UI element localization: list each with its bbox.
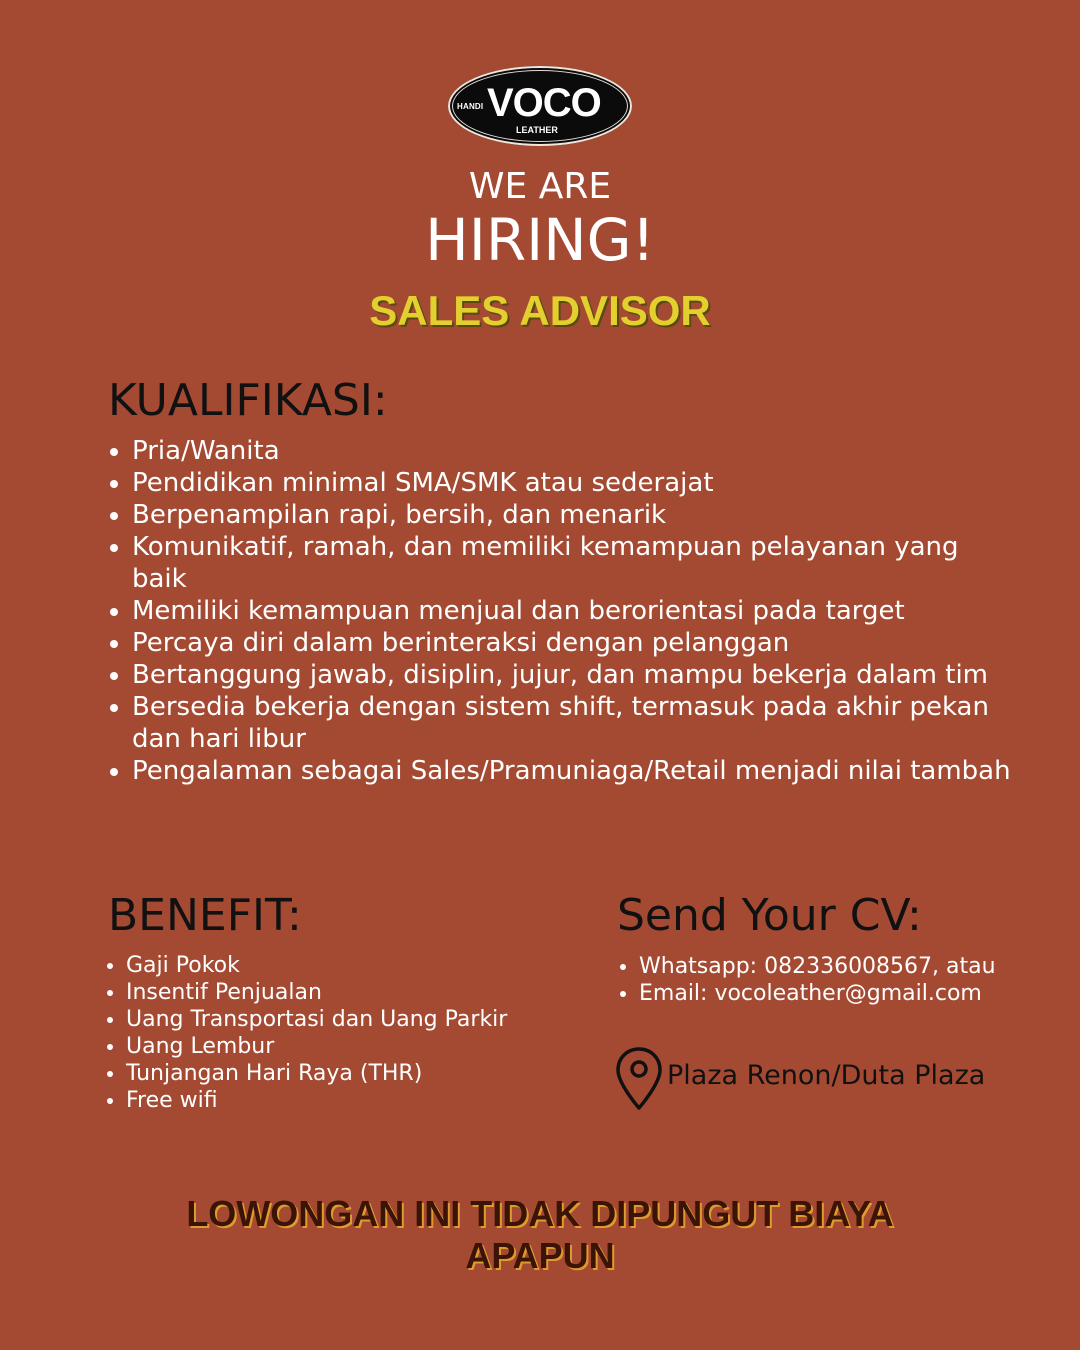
qualification-item: • Pendidikan minimal SMA/SMK atau sederajat [132, 467, 1012, 499]
contact-list [616, 953, 1079, 1007]
location-text: Plaza Renon/Duta Plaza [667, 1060, 986, 1091]
benefit-list [104, 952, 596, 1114]
benefit-heading: BENEFIT: [108, 890, 302, 941]
qualification-item: • Pengalaman sebagai Sales/Pramuniaga/Retail menjadi nilai tambah [132, 755, 1012, 787]
benefit-item: • Uang Lembur [126, 1033, 596, 1060]
qualifications-list [106, 435, 1012, 787]
benefit-item: • Insentif Penjualan [126, 979, 596, 1006]
we-are-text: WE ARE [468, 166, 612, 207]
qualification-item: • Komunikatif, ramah, dan memiliki kemampuan pelayanan yang baik [132, 531, 1012, 595]
send-cv-heading: Send Your CV: [617, 890, 922, 941]
benefit-item: • Free wifi [126, 1087, 596, 1114]
qualification-item: • Pria/Wanita [132, 435, 1012, 467]
logo-leather-text: LEATHER [516, 125, 558, 135]
qualifications-heading: KUALIFIKASI: [108, 375, 388, 426]
logo-handi-text: HANDI [457, 102, 484, 111]
free-of-charge-notice: LOWONGAN INI TIDAK DIPUNGUT BIAYA APAPUN [186, 1193, 894, 1276]
qualification-item: • Berpenampilan rapi, bersih, dan menarik [132, 499, 1012, 531]
benefit-item: • Tunjangan Hari Raya (THR) [126, 1060, 596, 1087]
qualification-item: • Memiliki kemampuan menjual dan berorientasi pada target [132, 595, 1012, 627]
position-title: SALES ADVISOR [369, 287, 711, 334]
qualification-item: • Bersedia bekerja dengan sistem shift, termasuk pada akhir pekan dan hari libur [132, 691, 1012, 755]
qualification-item: • Percaya diri dalam berinteraksi dengan pelanggan [132, 627, 1012, 659]
brand-logo [448, 66, 632, 146]
whatsapp-contact[interactable]: • Whatsapp: 082336008567, atau [639, 953, 1079, 980]
logo-brand-text: VOCO [487, 81, 601, 125]
benefit-item: • Uang Transportasi dan Uang Parkir [126, 1006, 596, 1033]
hiring-title: HIRING! [425, 206, 655, 274]
email-contact[interactable]: • Email: vocoleather@gmail.com [639, 980, 1079, 1007]
map-pin-icon [615, 1046, 663, 1112]
qualification-item: • Bertanggung jawab, disiplin, jujur, dan mampu bekerja dalam tim [132, 659, 1012, 691]
benefit-item: • Gaji Pokok [126, 952, 596, 979]
